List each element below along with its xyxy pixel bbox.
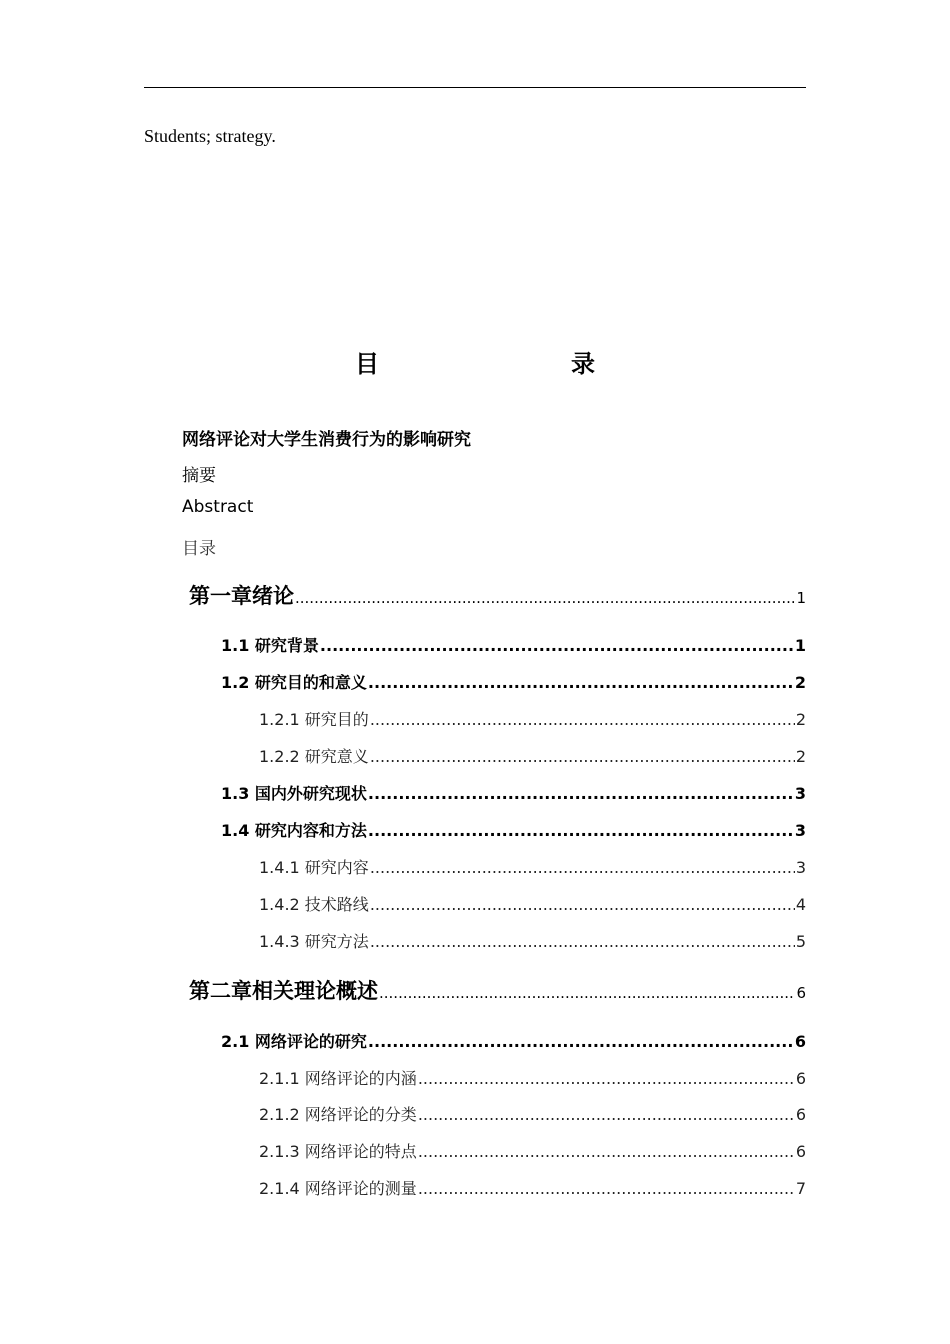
toc-leader-dots bbox=[418, 1105, 795, 1124]
toc-entry-2-1-1[interactable] bbox=[259, 1066, 806, 1089]
toc-entry-page: 7 bbox=[795, 1179, 806, 1198]
toc-entry-page: 3 bbox=[795, 858, 806, 877]
toc-entry-label: 第二章相关理论概述 bbox=[189, 979, 378, 1003]
toc-leader-dots bbox=[418, 1142, 795, 1161]
toc-contents[interactable]: 目录 bbox=[182, 539, 216, 559]
toc-entry-2-1[interactable] bbox=[221, 1029, 806, 1052]
toc-entry-1-2-1[interactable] bbox=[259, 707, 806, 730]
toc-entry-label: 2.1.4 网络评论的测量 bbox=[259, 1179, 417, 1198]
toc-entry-2-1-4[interactable] bbox=[259, 1176, 806, 1199]
toc-entry-label: 2.1.3 网络评论的特点 bbox=[259, 1142, 417, 1161]
toc-entry-label: 2.1 网络评论的研究 bbox=[221, 1032, 367, 1051]
toc-abstract-en[interactable]: Abstract bbox=[182, 497, 254, 517]
toc-entry-label: 1.2 研究目的和意义 bbox=[221, 673, 367, 692]
toc-entry-label: 1.1 研究背景 bbox=[221, 636, 319, 655]
toc-leader-dots bbox=[368, 821, 794, 840]
toc-entry-page: 6 bbox=[794, 1032, 806, 1051]
keywords-line: Students; strategy. bbox=[144, 126, 276, 146]
toc-entry-1-1[interactable] bbox=[221, 633, 806, 656]
toc-entry-page: 6 bbox=[795, 1105, 806, 1124]
toc-entry-page: 6 bbox=[796, 984, 806, 1002]
toc-entry-page: 3 bbox=[794, 784, 806, 803]
toc-entry-label: 1.4.2 技术路线 bbox=[259, 895, 369, 914]
toc-leader-dots bbox=[370, 710, 795, 729]
toc-entry-page: 2 bbox=[794, 673, 806, 692]
toc-entry-label: 1.2.1 研究目的 bbox=[259, 710, 369, 729]
toc-entry-1-3[interactable] bbox=[221, 781, 806, 804]
toc-entry-page: 1 bbox=[796, 589, 806, 607]
toc-entry-page: 2 bbox=[795, 747, 806, 766]
toc-entry-label: 1.3 国内外研究现状 bbox=[221, 784, 367, 803]
toc-leader-dots bbox=[320, 636, 794, 655]
toc-entry-1-2[interactable] bbox=[221, 670, 806, 693]
toc-entry-2-1-3[interactable] bbox=[259, 1139, 806, 1162]
toc-entry-page: 2 bbox=[795, 710, 806, 729]
toc-abstract-cn[interactable]: 摘要 bbox=[182, 466, 216, 486]
toc-entry-label: 第一章绪论 bbox=[189, 584, 294, 608]
toc-entry-1-4-2[interactable] bbox=[259, 892, 806, 915]
toc-entry-2-1-2[interactable] bbox=[259, 1102, 806, 1125]
toc-entry-page: 1 bbox=[794, 636, 806, 655]
toc-leader-dots bbox=[368, 1032, 794, 1051]
toc-leader-dots bbox=[368, 673, 794, 692]
toc-entry-page: 6 bbox=[795, 1069, 806, 1088]
toc-entry-chapter-1[interactable] bbox=[189, 580, 806, 610]
toc-entry-1-4-1[interactable] bbox=[259, 855, 806, 878]
toc-entry-1-4-3[interactable] bbox=[259, 929, 806, 952]
toc-leader-dots bbox=[295, 589, 795, 607]
toc-entry-label: 2.1.2 网络评论的分类 bbox=[259, 1105, 417, 1124]
toc-entry-page: 5 bbox=[795, 932, 806, 951]
toc-entry-label: 2.1.1 网络评论的内涵 bbox=[259, 1069, 417, 1088]
toc-entry-chapter-2[interactable] bbox=[189, 975, 806, 1005]
toc-leader-dots bbox=[370, 858, 795, 877]
toc-entry-label: 1.4.3 研究方法 bbox=[259, 932, 369, 951]
toc-paper-title[interactable]: 网络评论对大学生消费行为的影响研究 bbox=[182, 430, 471, 450]
toc-entry-page: 4 bbox=[795, 895, 806, 914]
toc-entry-page: 6 bbox=[795, 1142, 806, 1161]
toc-entry-label: 1.4.1 研究内容 bbox=[259, 858, 369, 877]
toc-leader-dots bbox=[370, 747, 795, 766]
toc-entry-1-2-2[interactable] bbox=[259, 744, 806, 767]
header-rule bbox=[144, 87, 806, 88]
toc-leader-dots bbox=[379, 984, 795, 1002]
toc-entry-label: 1.2.2 研究意义 bbox=[259, 747, 369, 766]
toc-leader-dots bbox=[370, 895, 795, 914]
toc-leader-dots bbox=[370, 932, 795, 951]
toc-title: 目 录 bbox=[355, 350, 643, 378]
toc-entry-1-4[interactable] bbox=[221, 818, 806, 841]
toc-entry-label: 1.4 研究内容和方法 bbox=[221, 821, 367, 840]
toc-leader-dots bbox=[368, 784, 794, 803]
toc-leader-dots bbox=[418, 1069, 795, 1088]
toc-entry-page: 3 bbox=[794, 821, 806, 840]
toc-leader-dots bbox=[418, 1179, 795, 1198]
